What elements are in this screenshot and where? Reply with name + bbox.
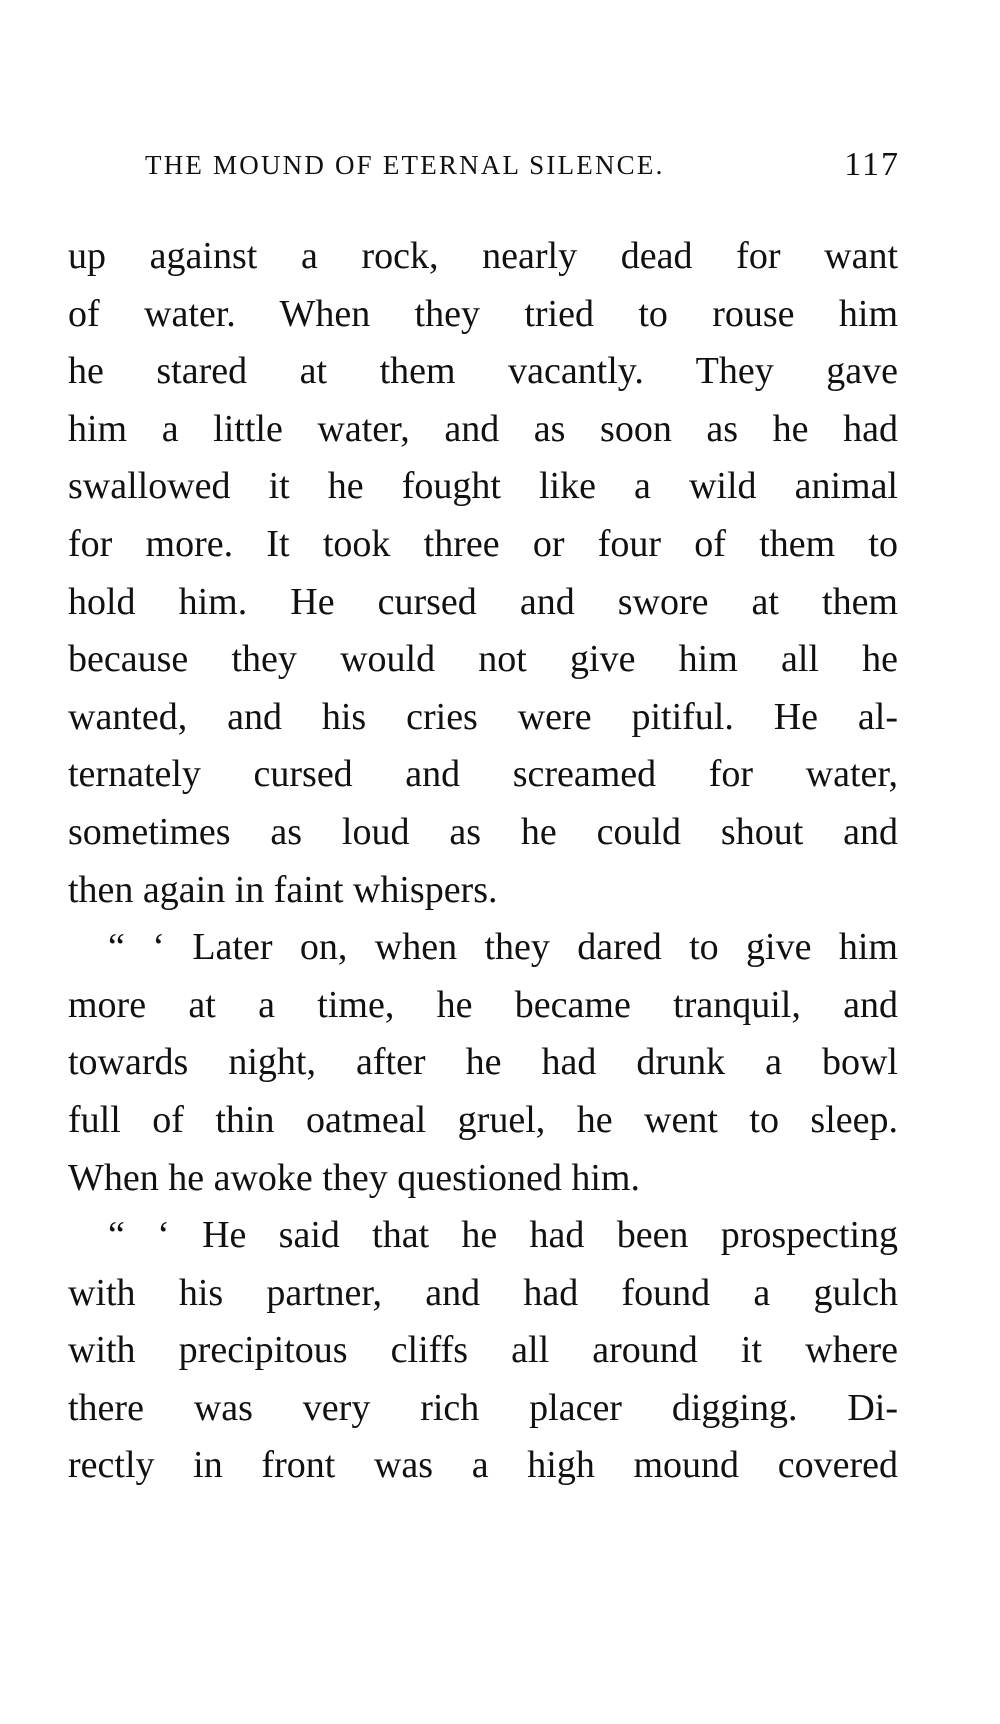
text-line: for more. It took three or four of them to [68, 522, 898, 565]
text-line: ternately cursed and screamed for water, [68, 753, 898, 796]
text-line: with precipitous cliffs all around it where [68, 1329, 898, 1372]
text-line: hold him. He cursed and swore at them [68, 580, 898, 623]
running-head [145, 143, 900, 187]
text-line: full of thin oatmeal gruel, he went to sleep. [68, 1098, 898, 1141]
text-line: up against a rock, nearly dead for want [68, 235, 898, 277]
paragraph-start-line: “ ‘ He said that he had been prospecting [108, 1214, 898, 1257]
text-line: of water. When they tried to rouse him [68, 292, 898, 335]
text-line: because they would not give him all he [68, 638, 898, 681]
paragraph-end-line: then again in faint whispers. [68, 868, 498, 911]
text-line: him a little water, and as soon as he had [68, 407, 898, 450]
text-line: wanted, and his cries were pitiful. He al- [68, 695, 898, 738]
body-text [68, 228, 898, 1495]
text-line: there was very rich placer digging. Di- [68, 1386, 898, 1429]
text-line: he stared at them vacantly. They gave [68, 350, 898, 393]
text-line: swallowed it he fought like a wild animal [68, 465, 898, 508]
text-line: towards night, after he had drunk a bowl [68, 1041, 898, 1084]
page-number: 117 [844, 146, 900, 183]
paragraph-start-line: “ ‘ Later on, when they dared to give him [108, 926, 898, 969]
text-line: more at a time, he became tranquil, and [68, 983, 898, 1026]
text-line: rectly in front was a high mound covered [68, 1444, 898, 1487]
text-line: sometimes as loud as he could shout and [68, 810, 898, 853]
paragraph-end-line: When he awoke they questioned him. [68, 1156, 640, 1199]
running-title: THE MOUND OF ETERNAL SILENCE. [145, 150, 665, 180]
text-line: with his partner, and had found a gulch [68, 1271, 898, 1314]
